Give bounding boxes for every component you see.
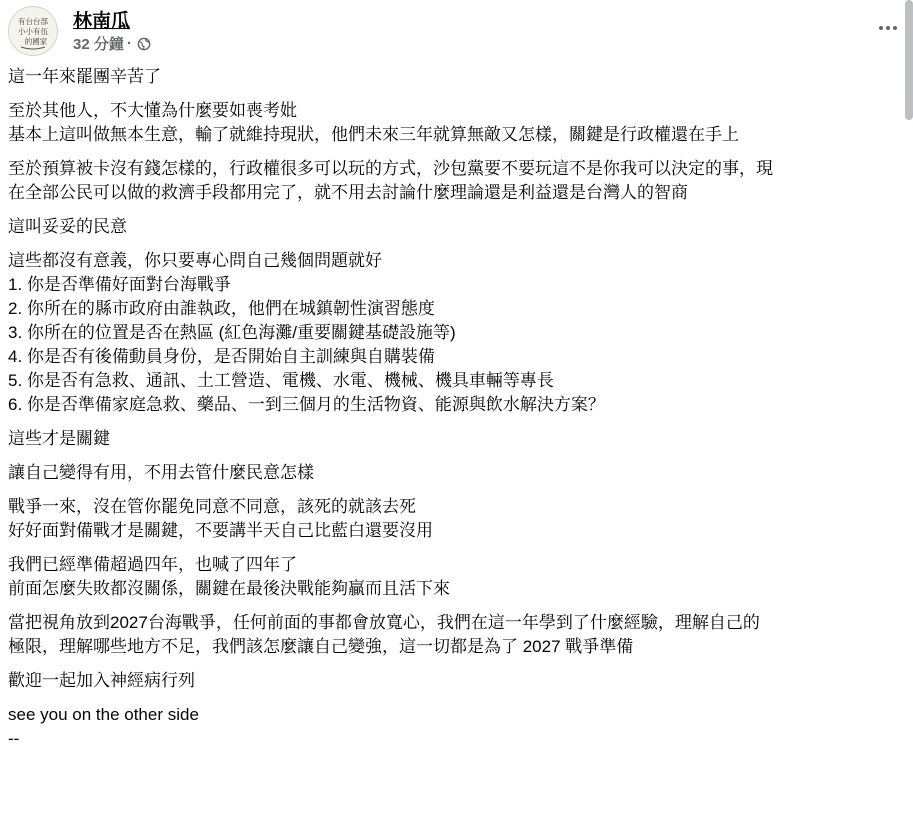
post-text-line: 在全部公民可以做的救濟手段都用完了，就不用去討論什麼理論還是利益還是台灣人的智商 [8, 183, 688, 202]
svg-text:小小有伍: 小小有伍 [18, 27, 48, 36]
author-name-link[interactable]: 林南瓜 [73, 11, 131, 32]
post-text-line: 1. 你是否準備好面對台海戰爭 [8, 275, 231, 294]
post-text-line: 2. 你所在的縣市政府由誰執政，他們在城鎮韌性演習態度 [8, 299, 435, 318]
post-text-line: 我們已經準備超過四年，也喊了四年了 [8, 555, 297, 574]
post-text-line: 這一年來罷團辛苦了 [8, 67, 161, 86]
post-text-line: 戰爭一來，沒在管你罷免同意不同意，該死的就該去死 [8, 497, 416, 516]
globe-icon[interactable] [137, 37, 151, 51]
post-text-line: 4. 你是否有後備動員身份，是否開始自主訓練與自購裝備 [8, 347, 435, 366]
post-paragraph [8, 611, 913, 659]
post-text-line: 歡迎一起加入神經病行列 [8, 671, 195, 690]
post-text-line: -- [8, 729, 20, 748]
post-header [8, 6, 908, 56]
post-paragraph [8, 65, 913, 89]
post-text-line: 極限，理解哪些地方不足，我們該怎麼讓自己變強，這一切都是為了 2027 戰爭準備 [8, 637, 634, 656]
post-paragraph [8, 669, 913, 693]
post-paragraph [8, 553, 913, 601]
post-body [8, 65, 913, 761]
post-paragraph [8, 215, 913, 239]
post-paragraph [8, 99, 913, 147]
post-text-line: 至於預算被卡沒有錢怎樣的，行政權很多可以玩的方式，沙包黨要不要玩這不是你我可以決定的事，現 [8, 159, 773, 178]
post-paragraph [8, 427, 913, 451]
post-paragraph [8, 249, 913, 417]
post-text-line: 這些才是關鍵 [8, 429, 110, 448]
post-paragraph [8, 461, 913, 485]
post-paragraph [8, 495, 913, 543]
post-text-line: 好好面對備戰才是關鍵，不要講半天自己比藍白還要沒用 [8, 521, 433, 540]
svg-text:的國家: 的國家 [24, 37, 48, 46]
post-meta [73, 33, 151, 54]
post-text-line: see you on the other side [8, 705, 199, 724]
post-text-line: 3. 你所在的位置是否在熱區 (紅色海灘/重要關鍵基礎設施等) [8, 323, 456, 342]
post-text-line: 這叫妥妥的民意 [8, 217, 127, 236]
post-paragraph [8, 703, 913, 751]
post-text-line: 前面怎麼失敗都沒關係，關鍵在最後決戰能夠贏而且活下來 [8, 579, 450, 598]
post-paragraph [8, 157, 913, 205]
post-text-line: 5. 你是否有急救、通訊、土工營造、電機、水電、機械、機具車輛等專長 [8, 371, 554, 390]
post-timestamp[interactable]: 32 分鐘 [73, 36, 124, 53]
more-options-icon[interactable] [874, 18, 902, 38]
post-text-line: 當把視角放到2027台海戰爭，任何前面的事都會放寬心，我們在這一年學到了什麼經驗，理解自己的 [8, 613, 760, 632]
meta-separator: · [126, 35, 132, 52]
post-text-line: 基本上這叫做無本生意，輸了就維持現狀，他們未來三年就算無敵又怎樣，關鍵是行政權還在手上 [8, 125, 739, 144]
avatar[interactable] [8, 6, 58, 56]
svg-text:有台台部: 有台台部 [18, 17, 48, 26]
post-text-line: 至於其他人，不大懂為什麼要如喪考妣 [8, 101, 297, 120]
post-text-line: 這些都沒有意義，你只要專心問自己幾個問題就好 [8, 251, 382, 270]
post-text-line: 6. 你是否準備家庭急救、藥品、一到三個月的生活物資、能源與飲水解決方案？ [8, 395, 605, 414]
avatar-logo-icon [9, 7, 57, 55]
post-text-line: 讓自己變得有用，不用去管什麼民意怎樣 [8, 463, 314, 482]
